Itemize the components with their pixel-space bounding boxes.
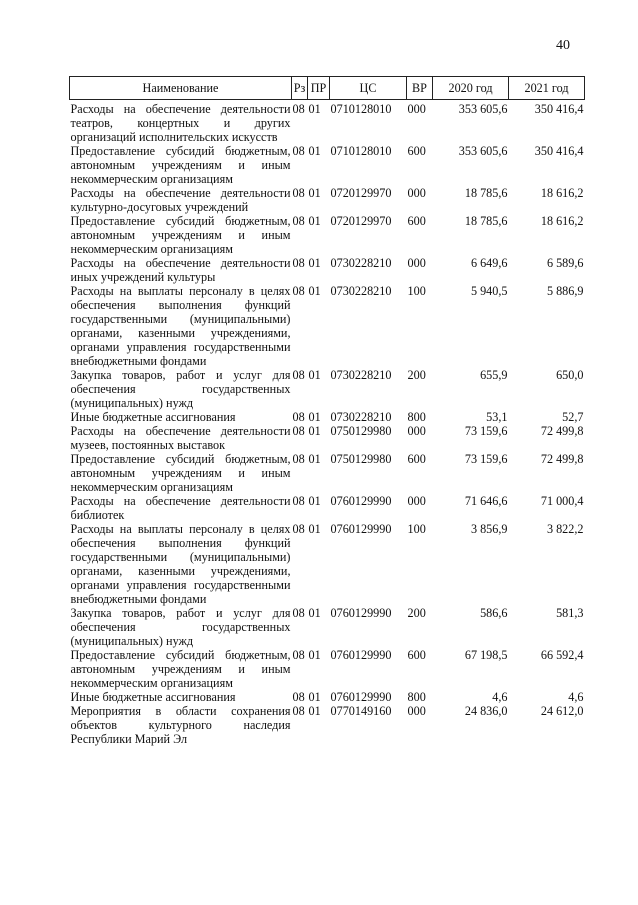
row-vr: 100	[407, 284, 426, 298]
row-cs: 0770149160	[330, 704, 392, 718]
row-rz: 08	[292, 452, 305, 466]
row-name: Иные бюджетные ассигнования	[70, 690, 236, 704]
row-rz: 08	[292, 214, 305, 228]
row-pr: 01	[308, 704, 321, 718]
table-row	[70, 648, 585, 690]
row-name: Предоставление субсидий бюджетным, автономным учреждениям и иным некоммерческим организациям	[70, 144, 291, 186]
row-pr: 01	[308, 284, 321, 298]
row-rz: 08	[292, 284, 305, 298]
table-row	[70, 410, 585, 424]
row-amount-2020: 73 159,6	[464, 424, 508, 438]
row-name: Предоставление субсидий бюджетным, автономным учреждениям и иным некоммерческим организациям	[70, 452, 291, 494]
row-amount-2021: 4,6	[568, 690, 584, 704]
table-row	[70, 424, 585, 452]
row-rz: 08	[292, 186, 305, 200]
row-amount-2020: 3 856,9	[470, 522, 508, 536]
row-amount-2021: 18 616,2	[540, 214, 584, 228]
row-pr: 01	[308, 606, 321, 620]
row-amount-2021: 6 589,6	[546, 256, 584, 270]
row-amount-2020: 4,6	[492, 690, 508, 704]
row-name: Расходы на обеспечение деятельности музеев, постоянных выставок	[70, 424, 291, 452]
row-rz: 08	[292, 522, 305, 536]
row-amount-2021: 350 416,4	[534, 144, 584, 158]
row-amount-2020: 6 649,6	[470, 256, 508, 270]
row-amount-2020: 73 159,6	[464, 452, 508, 466]
row-amount-2021: 5 886,9	[546, 284, 584, 298]
row-amount-2020: 18 785,6	[464, 186, 508, 200]
row-vr: 800	[407, 410, 426, 424]
row-vr: 000	[407, 424, 426, 438]
table-row	[70, 284, 585, 368]
row-vr: 000	[407, 256, 426, 270]
row-name: Закупка товаров, работ и услуг для обеспечения государственных (муниципальных) нужд	[70, 606, 291, 648]
row-cs: 0730228210	[330, 284, 392, 298]
row-rz: 08	[292, 256, 305, 270]
row-vr: 800	[407, 690, 426, 704]
table-row	[70, 214, 585, 256]
row-amount-2021: 350 416,4	[534, 102, 584, 116]
row-pr: 01	[308, 186, 321, 200]
row-vr: 000	[407, 102, 426, 116]
row-rz: 08	[292, 704, 305, 718]
row-vr: 000	[407, 704, 426, 718]
row-cs: 0760129990	[330, 494, 392, 508]
row-cs: 0710128010	[330, 144, 392, 158]
header-name: Наименование	[70, 77, 292, 100]
table-row	[70, 144, 585, 186]
table-header-row	[70, 77, 585, 100]
row-rz: 08	[292, 690, 305, 704]
row-cs: 0720129970	[330, 214, 392, 228]
row-rz: 08	[292, 494, 305, 508]
row-amount-2021: 71 000,4	[540, 494, 584, 508]
row-amount-2021: 650,0	[556, 368, 584, 382]
row-vr: 200	[407, 606, 426, 620]
row-pr: 01	[308, 424, 321, 438]
row-rz: 08	[292, 368, 305, 382]
row-name: Предоставление субсидий бюджетным, автономным учреждениям и иным некоммерческим организациям	[70, 648, 291, 690]
row-amount-2020: 586,6	[480, 606, 508, 620]
row-name: Расходы на обеспечение деятельности библиотек	[70, 494, 291, 522]
table-row	[70, 704, 585, 746]
row-amount-2021: 72 499,8	[540, 424, 584, 438]
row-vr: 600	[407, 214, 426, 228]
row-name: Предоставление субсидий бюджетным, автономным учреждениям и иным некоммерческим организациям	[70, 214, 291, 256]
row-amount-2021: 581,3	[556, 606, 584, 620]
row-name: Расходы на обеспечение деятельности иных учреждений культуры	[70, 256, 291, 284]
row-name: Расходы на обеспечение деятельности театров, концертных и других организаций исполнительских искусств	[70, 102, 291, 144]
row-amount-2020: 353 605,6	[458, 144, 508, 158]
row-name: Расходы на выплаты персоналу в целях обеспечения выполнения функций государственными (муниципальными) органами, казенными учреждениями, органами управления государственными внебюджетными фондами	[70, 284, 291, 368]
row-amount-2020: 5 940,5	[470, 284, 508, 298]
table-row	[70, 256, 585, 284]
row-rz: 08	[292, 424, 305, 438]
row-vr: 600	[407, 648, 426, 662]
header-2020: 2020 год	[433, 77, 509, 100]
row-name: Закупка товаров, работ и услуг для обеспечения государственных (муниципальных) нужд	[70, 368, 291, 410]
page-number: 40	[556, 38, 570, 53]
row-name: Иные бюджетные ассигнования	[70, 410, 236, 424]
row-pr: 01	[308, 648, 321, 662]
row-pr: 01	[308, 522, 321, 536]
row-cs: 0760129990	[330, 690, 392, 704]
row-cs: 0750129980	[330, 424, 392, 438]
row-cs: 0730228210	[330, 368, 392, 382]
row-pr: 01	[308, 368, 321, 382]
header-rz: Рз	[292, 77, 308, 100]
header-vr: ВР	[407, 77, 433, 100]
table-row	[70, 186, 585, 214]
row-name: Мероприятия в области сохранения объектов культурного наследия Республики Марий Эл	[70, 704, 291, 746]
table-row	[70, 606, 585, 648]
row-amount-2020: 24 836,0	[464, 704, 508, 718]
row-cs: 0730228210	[330, 410, 392, 424]
row-cs: 0760129990	[330, 522, 392, 536]
row-amount-2020: 18 785,6	[464, 214, 508, 228]
row-pr: 01	[308, 452, 321, 466]
row-pr: 01	[308, 494, 321, 508]
row-amount-2020: 67 198,5	[464, 648, 508, 662]
table-row	[70, 368, 585, 410]
header-cs: ЦС	[330, 77, 407, 100]
row-pr: 01	[308, 102, 321, 116]
table-row	[70, 494, 585, 522]
row-rz: 08	[292, 102, 305, 116]
row-vr: 600	[407, 144, 426, 158]
row-rz: 08	[292, 606, 305, 620]
row-name: Расходы на обеспечение деятельности культурно-досуговых учреждений	[70, 186, 291, 214]
row-amount-2021: 66 592,4	[540, 648, 584, 662]
row-rz: 08	[292, 410, 305, 424]
row-pr: 01	[308, 214, 321, 228]
row-vr: 000	[407, 494, 426, 508]
table-row	[70, 452, 585, 494]
row-amount-2020: 655,9	[480, 368, 508, 382]
row-amount-2020: 53,1	[486, 410, 508, 424]
row-cs: 0720129970	[330, 186, 392, 200]
row-amount-2020: 71 646,6	[464, 494, 508, 508]
budget-table	[69, 76, 585, 746]
table-row	[70, 100, 585, 145]
row-cs: 0750129980	[330, 452, 392, 466]
row-cs: 0730228210	[330, 256, 392, 270]
row-amount-2021: 24 612,0	[540, 704, 584, 718]
row-pr: 01	[308, 410, 321, 424]
row-cs: 0710128010	[330, 102, 392, 116]
row-vr: 000	[407, 186, 426, 200]
row-amount-2020: 353 605,6	[458, 102, 508, 116]
row-cs: 0760129990	[330, 606, 392, 620]
row-rz: 08	[292, 648, 305, 662]
table-row	[70, 522, 585, 606]
row-amount-2021: 3 822,2	[546, 522, 584, 536]
row-vr: 200	[407, 368, 426, 382]
row-pr: 01	[308, 690, 321, 704]
row-rz: 08	[292, 144, 305, 158]
row-cs: 0760129990	[330, 648, 392, 662]
row-pr: 01	[308, 144, 321, 158]
table-body	[70, 100, 585, 747]
row-vr: 600	[407, 452, 426, 466]
row-amount-2021: 72 499,8	[540, 452, 584, 466]
row-name: Расходы на выплаты персоналу в целях обеспечения выполнения функций государственными (муниципальными) органами, казенными учреждениями, органами управления государственными внебюджетными фондами	[70, 522, 291, 606]
header-pr: ПР	[308, 77, 330, 100]
table-row	[70, 690, 585, 704]
row-pr: 01	[308, 256, 321, 270]
header-2021: 2021 год	[509, 77, 585, 100]
row-vr: 100	[407, 522, 426, 536]
row-amount-2021: 52,7	[562, 410, 584, 424]
row-amount-2021: 18 616,2	[540, 186, 584, 200]
